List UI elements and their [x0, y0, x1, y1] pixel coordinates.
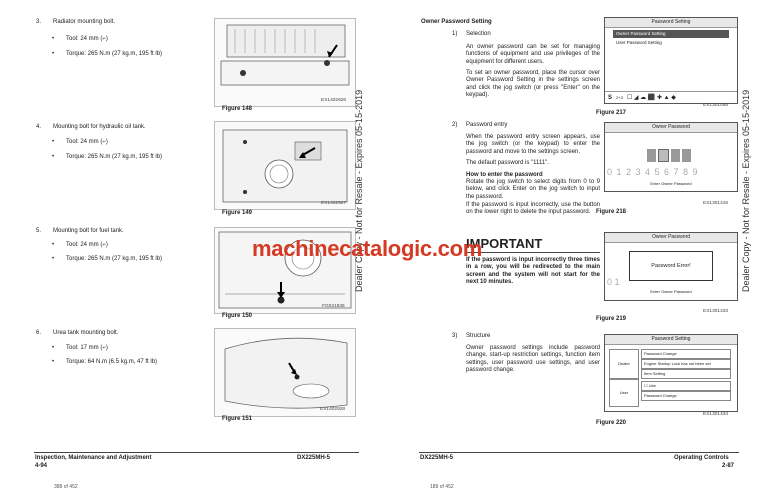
- figure-code: FG021836: [322, 304, 345, 309]
- option-user-password-change[interactable]: Password Change: [641, 391, 731, 401]
- figure-label: Figure 148: [222, 106, 253, 112]
- step-title: Structure: [466, 333, 491, 339]
- hydraulic-tank-bolt-illustration: [214, 121, 356, 210]
- paragraph: An owner password can be set for managing functions of equipment and use privileges of the equipment for different users.: [466, 44, 600, 65]
- footer-page-number: 2-87: [722, 463, 735, 469]
- owner-password-entry-screen: [604, 122, 738, 192]
- settings-list: [641, 349, 731, 401]
- screen-title: Owner Password: [605, 233, 737, 243]
- status-icons: ☐ ◢ ☁ ⬛ ✚ ▲ ◆: [626, 95, 676, 101]
- page-counter: 388 of 452: [54, 484, 78, 490]
- section-heading: Owner Password Setting: [421, 19, 492, 25]
- tool-spec: • Tool: 17 mm (⌐): [66, 345, 108, 353]
- figure-code: EX1301434: [703, 412, 729, 417]
- step-number: 2): [452, 122, 458, 128]
- item-number: 3.: [36, 19, 42, 25]
- password-setting-screen: [604, 17, 738, 104]
- option-password-change[interactable]: Password Change: [641, 349, 731, 359]
- figure-code: EX1402927: [321, 201, 347, 206]
- step-title: Selection: [466, 31, 491, 37]
- password-digit-boxes[interactable]: [647, 149, 691, 162]
- option-engine-startup-lock[interactable]: Engine Startup Lock has not been set: [641, 359, 731, 369]
- figure-label: Figure 219: [596, 316, 627, 322]
- enter-password-label: Enter Owner Password: [650, 289, 692, 294]
- torque-spec: • Torque: 265 N.m (27 kg.m, 195 ft lb): [66, 51, 162, 59]
- password-structure-screen: [604, 334, 738, 412]
- password-error-screen: [604, 232, 738, 301]
- paragraph: Owner password settings include password change, start-up restriction settings, function item settings, user password use settings, and user password change.: [466, 345, 600, 374]
- status-s: S: [608, 94, 613, 101]
- figure-code: EX1301416: [703, 201, 729, 206]
- figure-code: EX1402928: [320, 407, 346, 412]
- page-counter: 189 of 452: [430, 484, 454, 490]
- important-title: IMPORTANT: [466, 236, 543, 251]
- step-title: Password entry: [466, 122, 508, 128]
- user-label: User: [609, 379, 639, 407]
- screen-title: Password Setting: [605, 18, 737, 28]
- figure-code: EX1301433: [703, 309, 729, 314]
- item-number: 5.: [36, 228, 42, 234]
- figure-label: Figure 217: [596, 110, 627, 116]
- figure-code: EX1301055: [703, 103, 729, 108]
- torque-spec: • Torque: 265 N.m (27 kg.m, 195 ft lb): [66, 256, 162, 264]
- menu-item-user-password[interactable]: User Password Setting: [616, 40, 662, 45]
- menu-item-owner-password[interactable]: Owner Password Setting: [613, 30, 729, 38]
- footer-model: DX225MH-5: [297, 455, 331, 461]
- paragraph: Rotate the jog switch to select digits from 0 to 9 below, and click Enter on the jog switch to input the password.: [466, 179, 600, 200]
- item-title: Mounting bolt for fuel tank.: [53, 228, 124, 234]
- screen-title: Password Setting: [605, 335, 737, 345]
- tool-spec: • Tool: 24 mm (⌐): [66, 139, 108, 147]
- item-number: 4.: [36, 124, 42, 130]
- paragraph: The default password is "1111".: [466, 160, 549, 166]
- figure-label: Figure 150: [222, 313, 253, 319]
- checkbox-icon[interactable]: ☐: [644, 383, 649, 388]
- paragraph: To set an owner password, place the cursor over Owner Password Setting in the settings screen and click the jog switch (or press "Enter" on the keypad).: [466, 70, 600, 99]
- item-title: Radiator mounting bolt.: [53, 19, 116, 25]
- figure-label: Figure 151: [222, 416, 253, 422]
- tool-spec: • Tool: 24 mm (⌐): [66, 36, 108, 44]
- step-number: 1): [452, 31, 458, 37]
- figure-label: Figure 220: [596, 420, 627, 426]
- watermark: machinecatalogic.com: [252, 236, 482, 261]
- urea-tank-bolt-illustration: [214, 328, 356, 417]
- option-item-setting[interactable]: Item Setting: [641, 369, 731, 379]
- radiator-bolt-illustration: [214, 18, 356, 107]
- figure-label: Figure 218: [596, 209, 627, 215]
- item-title: Urea tank mounting bolt.: [53, 330, 119, 336]
- important-text: If the password is input incorrectly three times in a row, you will be redirected to the main screen and the system will not start for the next 10 minutes.: [466, 257, 600, 286]
- figure-code: EX1402926: [321, 98, 347, 103]
- option-use[interactable]: ☐ Use: [641, 381, 731, 391]
- subheading: How to enter the password: [466, 172, 543, 178]
- item-title: Mounting bolt for hydraulic oil tank.: [53, 124, 146, 130]
- digit-selector[interactable]: 0 1 2 3 4 5 6 7 8 9: [607, 167, 699, 177]
- tool-spec: • Tool: 24 mm (⌐): [66, 242, 108, 250]
- dealer-copy-notice: Dealer Copy - Not for Resale - Expires 05-15-2019: [354, 89, 364, 292]
- footer-title: Inspection, Maintenance and Adjustment: [35, 455, 152, 461]
- footer-page-number: 4-94: [35, 463, 48, 469]
- torque-spec: • Torque: 265 N.m (27 kg.m, 195 ft lb): [66, 154, 162, 162]
- footer-model: DX225MH-5: [420, 455, 454, 461]
- dealer-copy-notice: Dealer Copy - Not for Resale - Expires 05-15-2019: [741, 89, 751, 292]
- screen-title: Owner Password: [605, 123, 737, 133]
- torque-spec: • Torque: 64 N.m (6.5 kg.m, 47 ft lb): [66, 359, 157, 367]
- figure-label: Figure 149: [222, 210, 253, 216]
- paragraph: If the password is input incorrectly, use the button on the lower right to delete the input password.: [466, 202, 600, 216]
- item-number: 6.: [36, 330, 42, 336]
- step-number: 3): [452, 333, 458, 339]
- error-dialog: Password Error!: [629, 251, 713, 281]
- footer-title: Operating Controls: [674, 455, 729, 461]
- status-number: 2+3: [616, 95, 623, 100]
- paragraph: When the password entry screen appears, use the jog switch (or the keypad) to enter the password and move to the settings screen.: [466, 134, 600, 155]
- digit-selector[interactable]: 0 1: [607, 277, 620, 287]
- enter-password-label: Enter Owner Password: [650, 181, 692, 186]
- dealer-label: Dealer: [609, 349, 639, 379]
